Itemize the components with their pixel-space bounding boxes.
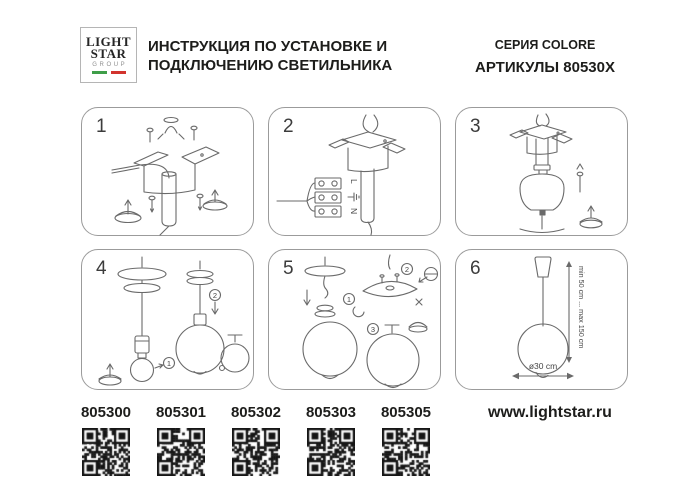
step-number: 5: [283, 258, 294, 279]
title-line-1: ИНСТРУКЦИЯ ПО УСТАНОВКЕ И: [148, 38, 388, 55]
diagram-bulb-and-shade: [82, 250, 255, 391]
step-panel-6: [455, 249, 628, 390]
terminal-label-line: L: [349, 179, 359, 184]
arrow-up-icon: [566, 261, 572, 267]
step-number: 1: [96, 116, 107, 137]
logo-word-group: GROUP: [92, 62, 128, 68]
article-block: [304, 404, 358, 476]
step-number: 6: [470, 258, 481, 279]
step-number: 4: [96, 258, 107, 279]
logo-word-star: STAR: [90, 46, 127, 61]
article-number: 805303: [305, 404, 357, 421]
step-panel-2: [268, 107, 441, 236]
article-number: 805302: [230, 404, 282, 421]
logo-word-light: LIGHT: [85, 34, 132, 49]
qr-code: [307, 428, 355, 476]
article-block: [379, 404, 433, 476]
arrow-down-icon: [566, 357, 572, 363]
step-marker-2: 2: [212, 290, 218, 300]
step-number: 3: [470, 116, 481, 137]
step-number: 2: [283, 116, 294, 137]
height-dimension-label: min 50 cm ... max 150 cm: [577, 266, 586, 349]
article-block: [154, 404, 208, 476]
article-number: 805301: [155, 404, 207, 421]
article-number: 805305: [380, 404, 432, 421]
step-panel-5: [268, 249, 441, 390]
step-panel-1: [81, 107, 254, 236]
title-line-2: ПОДКЛЮЧЕНИЮ СВЕТИЛЬНИКА: [148, 57, 393, 74]
series-label: СЕРИЯ COLORE: [494, 38, 596, 52]
diagram-shade-mount: [456, 108, 629, 237]
arrow-right-icon: [567, 373, 574, 379]
arrow-left-icon: [512, 373, 519, 379]
qr-code: [382, 428, 430, 476]
lightstar-logo: [80, 27, 137, 83]
qr-code: [157, 428, 205, 476]
articles-label: АРТИКУЛЫ 80530X: [475, 59, 615, 76]
diagram-wiring: [269, 108, 442, 237]
diagram-mount-bracket: [82, 108, 255, 237]
qr-code: [232, 428, 280, 476]
diagram-glass-assembly: [269, 250, 442, 391]
step-panel-4: [81, 249, 254, 390]
article-block: [229, 404, 283, 476]
italian-flag-icon: [92, 71, 126, 74]
step-marker-2: 2: [404, 264, 410, 274]
website-url: www.lightstar.ru: [488, 404, 612, 421]
step-marker-3: 3: [370, 324, 376, 334]
series-block: [450, 38, 640, 76]
diagram-dimensions: [456, 250, 629, 391]
earth-ground-icon: [348, 193, 359, 201]
step-panel-3: [455, 107, 628, 236]
article-number: 805300: [80, 404, 132, 421]
article-block: [79, 404, 133, 476]
terminal-label-neutral: N: [349, 208, 359, 215]
diameter-dimension-label: ø30 cm: [528, 361, 558, 371]
page-title: [148, 37, 392, 75]
step-marker-1: 1: [346, 294, 352, 304]
qr-code: [82, 428, 130, 476]
step-marker-1: 1: [166, 358, 172, 368]
